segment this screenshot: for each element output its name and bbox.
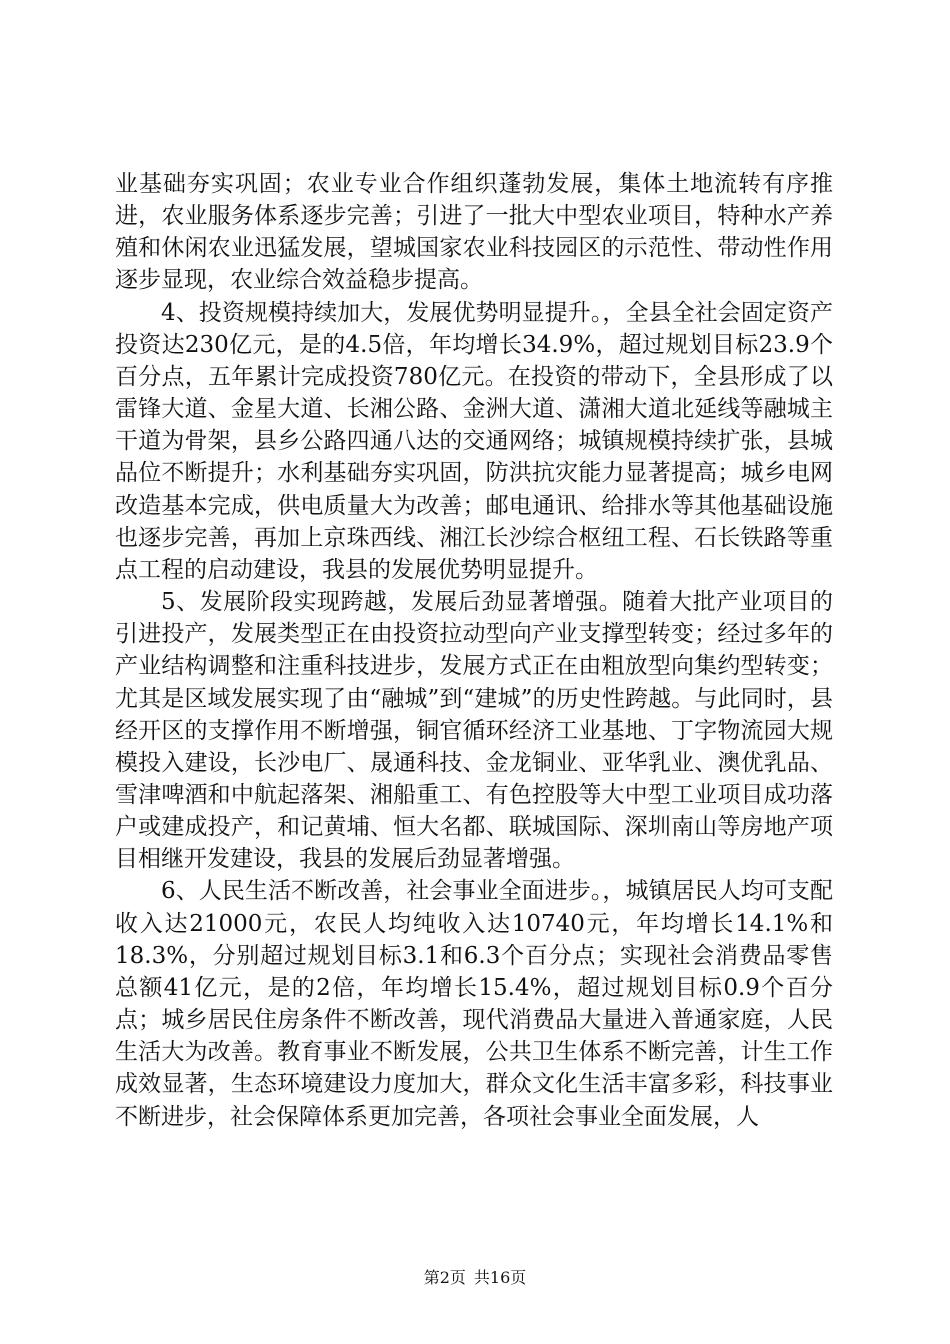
paragraph-1: 业基础夯实巩固；农业专业合作组织蓬勃发展，集体土地流转有序推进，农业服务体系逐步完善；引进了一批大中型农业项目，特种水产养殖和休闲农业迅猛发展，望城国家农业科技园区的示范性、带动性作用逐步显现，农业综合效益稳步提高。 xyxy=(115,171,833,294)
page-footer xyxy=(0,1268,950,1288)
paragraph-3: 5、发展阶段实现跨越，发展后劲显著增强。随着大批产业项目的引进投产，发展类型正在由投资拉动型向产业支撑型转变；经过多年的产业结构调整和注重科技进步，发展方式正在由粗放型向集约型转变；尤其是区域发展实现了由“融城”到“建城”的历史性跨越。与此同时，县经开区的支撑作用不断增强，铜官循环经济工业基地、丁字物流园大规模投入建设，长沙电厂、晟通科技、金龙铜业、亚华乳业、澳优乳品、雪津啤酒和中航起落架、湘船重工、有色控股等大中型工业项目成功落户或建成投产，和记黄埔、恒大名都、联城国际、深圳南山等房地产项目相继开发建设，我县的发展后劲显著增强。 xyxy=(115,589,833,873)
document-body xyxy=(115,168,833,1133)
page-total: 共16页 xyxy=(473,1268,527,1287)
paragraph-2: 4、投资规模持续加大，发展优势明显提升。，全县全社会固定资产投资达230亿元，是的4.5倍，年均增长34.9%，超过规划目标23.9个百分点，五年累计完成投资780亿元。在投资的带动下，全县形成了以雷锋大道、金星大道、长湘公路、金洲大道、潇湘大道北延线等融城主干道为骨架，县乡公路四通八达的交通网络；城镇规模持续扩张，县城品位不断提升；水利基础夯实巩固，防洪抗灾能力显著提高；城乡电网改造基本完成，供电质量大为改善；邮电通讯、给排水等其他基础设施也逐步完善，再加上京珠西线、湘江长沙综合枢纽工程、石长铁路等重点工程的启动建设，我县的发展优势明显提升。 xyxy=(115,299,833,583)
page-number: 第2页 xyxy=(423,1268,466,1287)
paragraph-4: 6、人民生活不断改善，社会事业全面进步。，城镇居民人均可支配收入达21000元，农民人均纯收入达10740元，年均增长14.1%和18.3%，分别超过规划目标3.1和6.3个百分点；实现社会消费品零售总额41亿元，是的2倍，年均增长15.4%，超过规划目标0.9个百分点；城乡居民住房条件不断改善，现代消费品大量进入普通家庭，人民生活大为改善。教育事业不断发展，公共卫生体系不断完善，计生工作成效显著，生态环境建设力度加大，群众文化生活丰富多彩，科技事业不断进步，社会保障体系更加完善，各项社会事业全面发展，人 xyxy=(115,878,833,1130)
